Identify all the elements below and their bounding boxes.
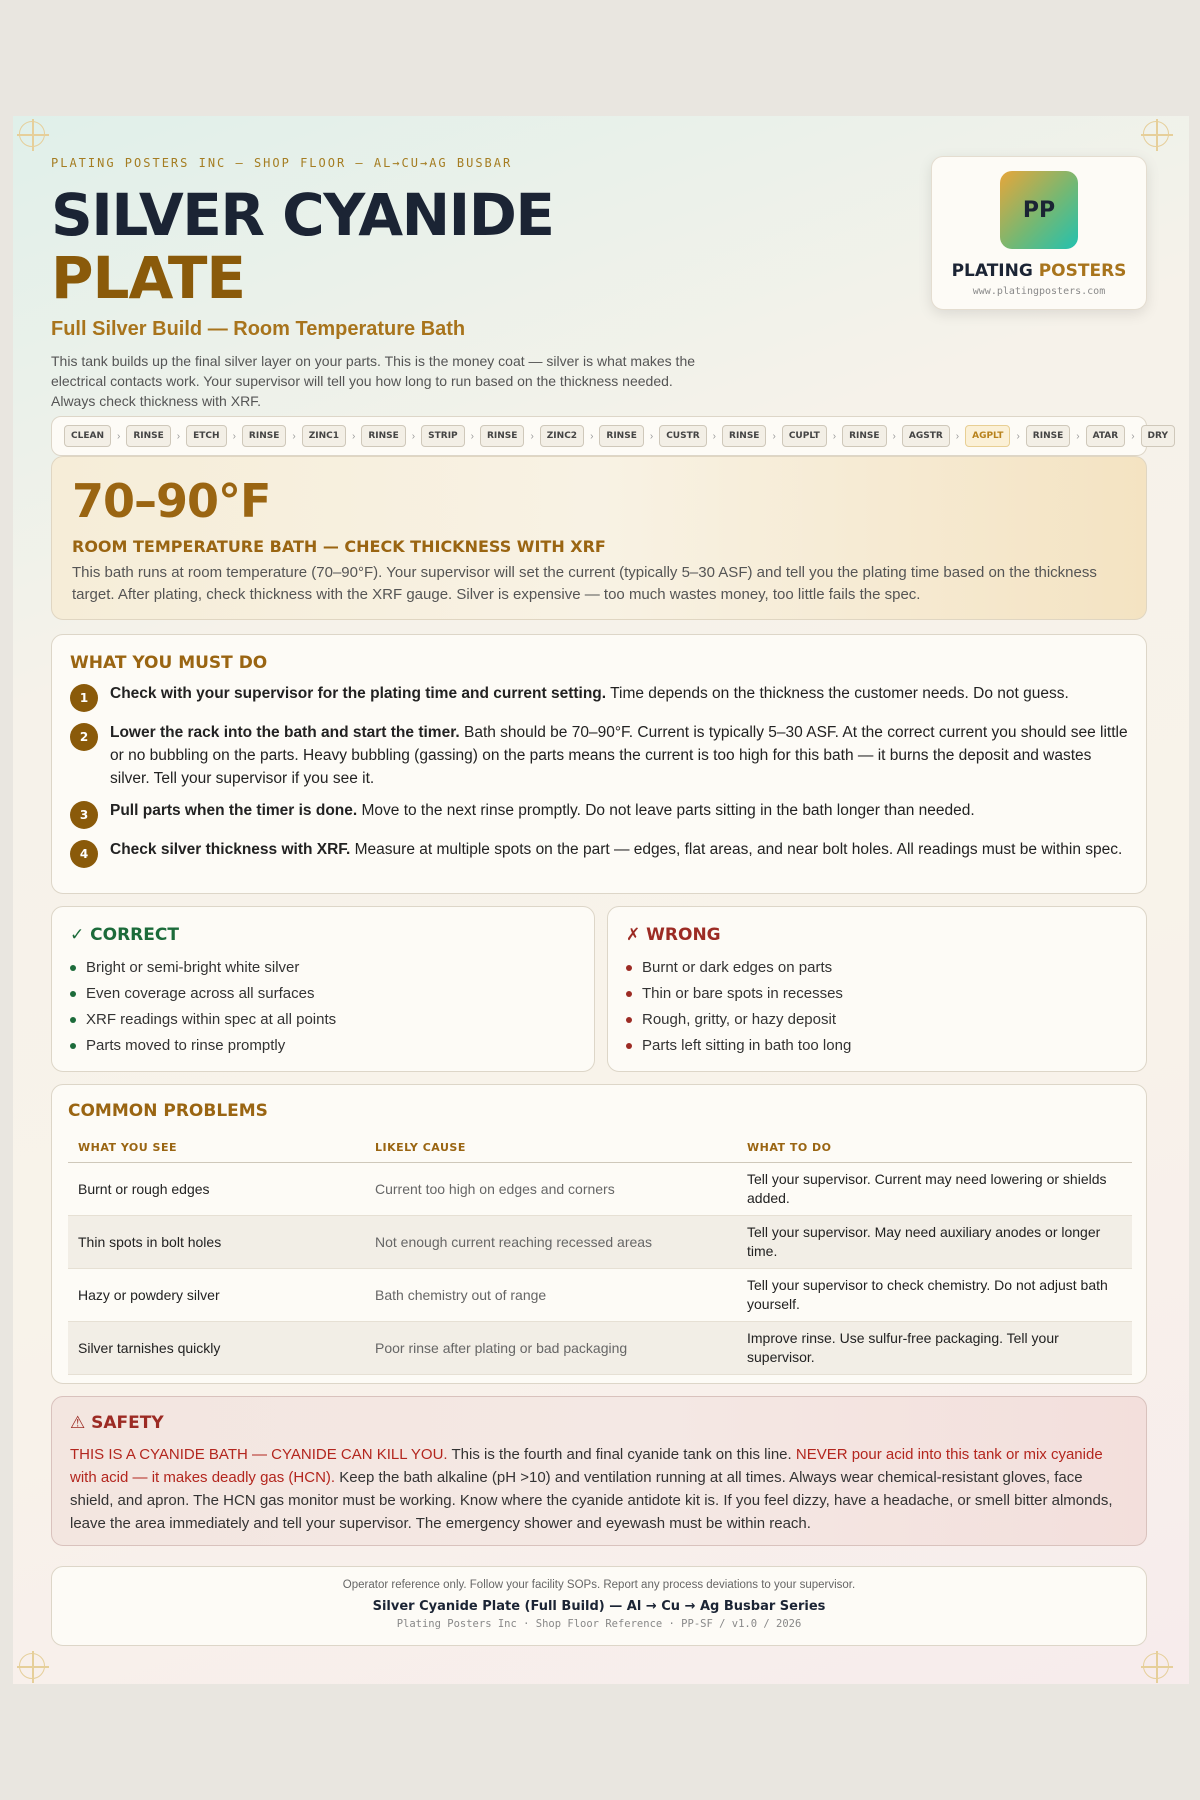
- process-step-current: AGPLT: [965, 425, 1010, 447]
- process-step: CUSTR: [659, 425, 706, 447]
- chevron-right-icon: ›: [292, 430, 296, 442]
- must-do-item: [70, 799, 1128, 829]
- bullet-icon: [626, 991, 632, 997]
- table-cell: Thin spots in bolt holes: [68, 1216, 365, 1269]
- bullet-icon: [626, 965, 632, 971]
- table-cell: Tell your supervisor to check chemistry. Do not adjust bath yourself.: [737, 1269, 1132, 1322]
- chevron-right-icon: ›: [411, 430, 416, 442]
- chevron-right-icon: ›: [590, 430, 594, 442]
- chevron-right-icon: ›: [892, 430, 896, 442]
- logo-name-primary: PLATING: [951, 261, 1033, 281]
- list-item-text: Parts moved to rinse promptly: [86, 1037, 286, 1054]
- list-item: [626, 1007, 1128, 1033]
- list-item-text: Rough, gritty, or hazy deposit: [642, 1011, 836, 1028]
- page-title-line1: SILVER CYANIDE: [51, 181, 554, 249]
- bullet-icon: [70, 1043, 76, 1049]
- process-step: RINSE: [722, 425, 766, 447]
- chevron-right-icon: ›: [470, 430, 474, 442]
- chevron-right-icon: ›: [117, 430, 121, 442]
- chevron-right-icon: ›: [530, 430, 534, 442]
- table-row: [68, 1163, 1132, 1216]
- registration-mark-icon: [19, 121, 45, 147]
- process-step: ETCH: [186, 425, 226, 447]
- registration-mark-icon: [1143, 1653, 1169, 1679]
- temperature-value: 70–90°F: [72, 474, 271, 528]
- list-item-text: Thin or bare spots in recesses: [642, 985, 843, 1002]
- process-step: RINSE: [242, 425, 286, 447]
- step-number-badge: 4: [70, 840, 98, 868]
- correct-list: [70, 955, 576, 1059]
- process-step: CUPLT: [782, 425, 827, 447]
- process-step: ZINC1: [302, 425, 346, 447]
- must-do-bold: Check silver thickness with XRF.: [110, 841, 351, 858]
- list-item: [626, 981, 1128, 1007]
- page-subtitle: Full Silver Build — Room Temperature Bath: [51, 318, 466, 340]
- bullet-icon: [626, 1017, 632, 1023]
- must-do-text: Bath should be 70–90°F. Current is typically 5–30 ASF. At the correct current you should see little or no bubbling on the parts. Heavy bubbling (gassing) on the parts means the current is too high for this bath — it burns the deposit and wastes silver. Tell your supervisor if you see it.: [110, 724, 1128, 787]
- common-problems-title: COMMON PROBLEMS: [68, 1101, 268, 1121]
- intro-text: This tank builds up the final silver layer on your parts. This is the money coat — silver is what makes the electrical contacts work. Your supervisor will tell you how long to run based on the thickness needed. Always check thickness with XRF.: [51, 353, 696, 409]
- list-item-text: Even coverage across all surfaces: [86, 985, 315, 1002]
- list-item-text: Burnt or dark edges on parts: [642, 959, 833, 976]
- wrong-card: [607, 906, 1147, 1072]
- correct-title: ✓ CORRECT: [70, 925, 179, 945]
- table-row: [68, 1216, 1132, 1269]
- must-do-card: [51, 634, 1147, 894]
- table-row: [68, 1322, 1132, 1375]
- chevron-right-icon: ›: [712, 430, 717, 442]
- process-step: RINSE: [842, 425, 886, 447]
- safety-warning: THIS IS A CYANIDE BATH — CYANIDE CAN KILL YOU.: [70, 1446, 448, 1463]
- footer-title: Silver Cyanide Plate (Full Build) — Al → Cu → Ag Busbar Series: [372, 1599, 826, 1614]
- registration-mark-icon: [1143, 121, 1169, 147]
- must-do-bold: Check with your supervisor for the plating time and current setting.: [110, 685, 607, 702]
- table-cell: Burnt or rough edges: [68, 1163, 365, 1216]
- list-item: [70, 1033, 576, 1059]
- table-cell: Hazy or powdery silver: [68, 1269, 365, 1322]
- process-steps-bar: [51, 416, 1168, 456]
- chevron-right-icon: ›: [232, 430, 236, 442]
- safety-body: [70, 1443, 1128, 1535]
- header: [51, 156, 741, 411]
- registration-mark-icon: [19, 1653, 45, 1679]
- table-cell: Bath chemistry out of range: [365, 1269, 737, 1322]
- chevron-right-icon: ›: [832, 430, 837, 442]
- bullet-icon: [70, 1017, 76, 1023]
- list-item: [626, 1033, 1128, 1059]
- poster: [13, 116, 1189, 1684]
- safety-text: This is the fourth and final cyanide tank on this line.: [447, 1446, 796, 1463]
- process-step: RINSE: [361, 425, 405, 447]
- footer: [51, 1566, 1147, 1646]
- chevron-right-icon: ›: [955, 430, 960, 442]
- temperature-heading: ROOM TEMPERATURE BATH — CHECK THICKNESS WITH XRF: [72, 537, 606, 556]
- table-row: [68, 1269, 1132, 1322]
- table-cell: Improve rinse. Use sulfur-free packaging. Tell your supervisor.: [737, 1322, 1132, 1375]
- safety-text: Keep the bath alkaline (pH >10) and ventilation running at all times. Always wear chemical-resistant gloves, face shield, and apron. The HCN gas monitor must be working. Know where the cyanide antidote kit is. If you feel dizzy, have a headache, or smell bitter almonds, leave the area immediately and tell your supervisor. The emergency shower and eyewash must be within reach.: [70, 1469, 1113, 1532]
- chevron-right-icon: ›: [1016, 430, 1020, 442]
- chevron-right-icon: ›: [1076, 430, 1080, 442]
- table-cell: Not enough current reaching recessed areas: [365, 1216, 737, 1269]
- table-cell: Silver tarnishes quickly: [68, 1322, 365, 1375]
- bullet-icon: [70, 965, 76, 971]
- column-header: WHAT YOU SEE: [68, 1135, 365, 1163]
- logo-name-accent: POSTERS: [1038, 261, 1127, 281]
- must-do-bold: Lower the rack into the bath and start the timer.: [110, 724, 460, 741]
- table-header-row: [68, 1135, 1132, 1163]
- list-item: [70, 1007, 576, 1033]
- table-cell: Tell your supervisor. May need auxiliary anodes or longer time.: [737, 1216, 1132, 1269]
- process-step: RINSE: [126, 425, 170, 447]
- list-item-text: Bright or semi-bright white silver: [86, 959, 300, 976]
- safety-warning: NEVER pour acid into this tank or mix cyanide with acid — it makes deadly gas (HCN).: [70, 1446, 1103, 1486]
- correct-card: [51, 906, 595, 1072]
- chevron-right-icon: ›: [1131, 430, 1135, 442]
- chevron-right-icon: ›: [649, 430, 654, 442]
- common-problems-card: [51, 1084, 1147, 1384]
- process-step: RINSE: [599, 425, 643, 447]
- must-do-text: Measure at multiple spots on the part — edges, flat areas, and near bolt holes. All readings must be within spec.: [350, 841, 1123, 858]
- list-item: [70, 981, 576, 1007]
- must-do-text: Time depends on the thickness the customer needs. Do not guess.: [606, 685, 1069, 702]
- must-do-text: Move to the next rinse promptly. Do not leave parts sitting in the bath longer than needed.: [357, 802, 975, 819]
- must-do-item: [70, 682, 1128, 712]
- safety-card: [51, 1396, 1147, 1546]
- bullet-icon: [626, 1043, 632, 1049]
- list-item-text: XRF readings within spec at all points: [86, 1011, 337, 1028]
- logo-url: www.platingposters.com: [972, 286, 1106, 297]
- table-cell: Tell your supervisor. Current may need lowering or shields added.: [737, 1163, 1132, 1216]
- must-do-title: WHAT YOU MUST DO: [70, 653, 268, 673]
- page-title-line2: PLATE: [51, 244, 246, 312]
- footer-meta: Plating Posters Inc · Shop Floor Reference · PP-SF / v1.0 / 2026: [396, 1618, 802, 1630]
- must-do-item: [70, 838, 1128, 868]
- chevron-right-icon: ›: [352, 430, 356, 442]
- process-step: DRY: [1141, 425, 1175, 447]
- wrong-list: [626, 955, 1128, 1059]
- chevron-right-icon: ›: [772, 430, 776, 442]
- footer-note: Operator reference only. Follow your facility SOPs. Report any process deviations to your supervisor.: [342, 1579, 856, 1591]
- must-do-item: [70, 721, 1128, 790]
- process-step: AGSTR: [902, 425, 950, 447]
- step-number-badge: 2: [70, 723, 98, 751]
- table-cell: Poor rinse after plating or bad packaging: [365, 1322, 737, 1375]
- process-step: ATAR: [1086, 425, 1126, 447]
- wrong-title: ✗ WRONG: [626, 925, 721, 945]
- chevron-right-icon: ›: [176, 430, 181, 442]
- logo-card: [931, 156, 1147, 310]
- process-step: STRIP: [421, 425, 465, 447]
- process-step: RINSE: [1026, 425, 1070, 447]
- list-item: [626, 955, 1128, 981]
- list-item-text: Parts left sitting in bath too long: [642, 1037, 852, 1054]
- kicker: PLATING POSTERS INC — SHOP FLOOR — AL→CU→AG BUSBAR: [51, 156, 513, 170]
- must-do-bold: Pull parts when the timer is done.: [110, 802, 358, 819]
- table-cell: Current too high on edges and corners: [365, 1163, 737, 1216]
- safety-title: ⚠ SAFETY: [70, 1413, 164, 1433]
- logo-name: [932, 261, 1146, 281]
- list-item: [70, 955, 576, 981]
- process-step: CLEAN: [64, 425, 111, 447]
- temperature-card: [51, 456, 1147, 620]
- temperature-body: This bath runs at room temperature (70–90°F). Your supervisor will set the current (typically 5–30 ASF) and tell you the plating time based on the thickness target. After plating, check thickness with the XRF gauge. Silver is expensive — too much wastes money, too little fails the spec.: [72, 564, 1097, 603]
- logo-icon: PP: [1000, 171, 1078, 249]
- process-step: RINSE: [480, 425, 524, 447]
- column-header: LIKELY CAUSE: [365, 1135, 737, 1163]
- column-header: WHAT TO DO: [737, 1135, 1132, 1163]
- bullet-icon: [70, 991, 76, 997]
- problems-table: [68, 1135, 1132, 1375]
- process-step: ZINC2: [540, 425, 584, 447]
- step-number-badge: 1: [70, 684, 98, 712]
- step-number-badge: 3: [70, 801, 98, 829]
